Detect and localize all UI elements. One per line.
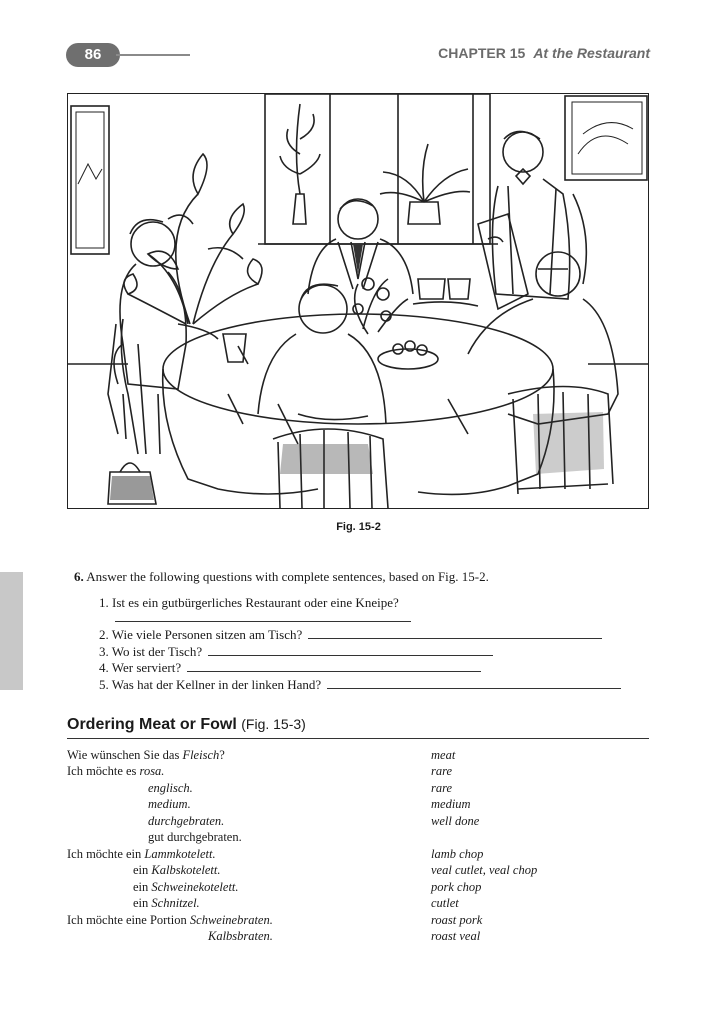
question-4 — [99, 660, 481, 676]
question-number: 1. — [99, 595, 109, 610]
section-heading — [67, 716, 306, 734]
vocab-german-10 — [133, 896, 200, 911]
question-text: Was hat der Kellner in der linken Hand? — [111, 677, 322, 692]
vocab-english-5: well done — [431, 814, 480, 828]
question-2 — [99, 627, 602, 643]
restaurant-illustration — [67, 93, 649, 509]
question-number: 5. — [99, 677, 109, 692]
vocab-english-4: medium — [431, 797, 471, 811]
answer-line-1[interactable] — [115, 621, 411, 622]
exercise-number: 6. — [74, 569, 84, 584]
vocab-english-10: cutlet — [431, 896, 459, 910]
chapter-heading — [438, 45, 650, 61]
vocab-english-11: roast pork — [431, 913, 483, 927]
vocab-english-1: meat — [431, 748, 456, 762]
vocab-german-1 — [67, 748, 225, 763]
vocab-text: ein — [133, 880, 152, 894]
vocab-term: Schnitzel. — [151, 896, 200, 910]
vocab-text: gut durchgebraten. — [148, 830, 242, 844]
exercise-instruction-text: Answer the following questions with complete sentences, based on Fig. 15-2. — [86, 569, 489, 584]
vocab-german-8 — [133, 863, 221, 878]
vocab-german-9 — [133, 880, 239, 895]
answer-line-3[interactable] — [208, 645, 493, 656]
figure-caption: Fig. 15-2 — [336, 521, 381, 533]
vocab-english-8: veal cutlet, veal chop — [431, 863, 538, 877]
vocab-term: Kalbskotelett. — [151, 863, 221, 877]
section-figure-ref: (Fig. 15-3) — [241, 716, 306, 732]
section-title: Ordering Meat or Fowl — [67, 716, 237, 733]
page-number: 86 — [66, 43, 120, 67]
question-5 — [99, 677, 621, 693]
chapter-label: CHAPTER 15 — [438, 45, 526, 61]
question-number: 3. — [99, 644, 109, 659]
vocab-german-11 — [67, 913, 273, 928]
section-rule — [67, 738, 649, 739]
vocab-text: Ich möchte ein — [67, 847, 145, 861]
vocab-text: Wie wünschen Sie das — [67, 748, 183, 762]
vocab-english-9: pork chop — [431, 880, 482, 894]
vocab-english-2: rare — [431, 764, 453, 778]
vocab-english-3: rare — [431, 781, 453, 795]
vocab-german-5 — [148, 814, 224, 829]
header-rule — [116, 54, 190, 56]
side-thumb-tab — [0, 572, 23, 690]
vocab-text: Ich möchte es — [67, 764, 140, 778]
vocab-term: Kalbsbraten. — [208, 929, 273, 943]
vocab-german-12 — [208, 929, 273, 944]
question-number: 2. — [99, 627, 109, 642]
question-text: Wie viele Personen sitzen am Tisch? — [111, 627, 303, 642]
exercise-instruction — [74, 569, 489, 585]
chapter-title: At the Restaurant — [533, 45, 650, 61]
answer-line-4[interactable] — [187, 661, 481, 672]
vocab-term: rosa. — [139, 764, 165, 778]
question-text: Wo ist der Tisch? — [111, 644, 203, 659]
question-number: 4. — [99, 660, 109, 675]
vocab-english-12: roast veal — [431, 929, 481, 943]
restaurant-drawing — [68, 94, 648, 508]
vocab-german-4 — [148, 797, 191, 812]
question-1 — [99, 595, 399, 611]
vocab-term: Schweinekotelett. — [151, 880, 239, 894]
vocab-term: durchgebraten. — [148, 814, 225, 828]
vocab-text: ein — [133, 896, 152, 910]
question-3 — [99, 644, 493, 660]
vocab-german-6 — [148, 830, 242, 845]
vocab-text: ? — [219, 748, 225, 762]
vocab-text: Ich möchte eine Portion — [67, 913, 190, 927]
answer-line-5[interactable] — [327, 678, 621, 689]
vocab-term: medium. — [148, 797, 191, 811]
vocab-term: englisch. — [148, 781, 193, 795]
vocab-term: Schweinebraten. — [189, 913, 273, 927]
vocab-term: Lammkotelett. — [144, 847, 216, 861]
vocab-english-7: lamb chop — [431, 847, 484, 861]
vocab-text: ein — [133, 863, 152, 877]
question-text: Wer serviert? — [111, 660, 182, 675]
answer-line-2[interactable] — [308, 628, 602, 639]
vocab-german-2 — [67, 764, 164, 779]
vocab-german-3 — [148, 781, 193, 796]
vocab-term: Fleisch — [182, 748, 220, 762]
vocab-german-7 — [67, 847, 216, 862]
question-text: Ist es ein gutbürgerliches Restaurant oder eine Kneipe? — [112, 595, 399, 610]
